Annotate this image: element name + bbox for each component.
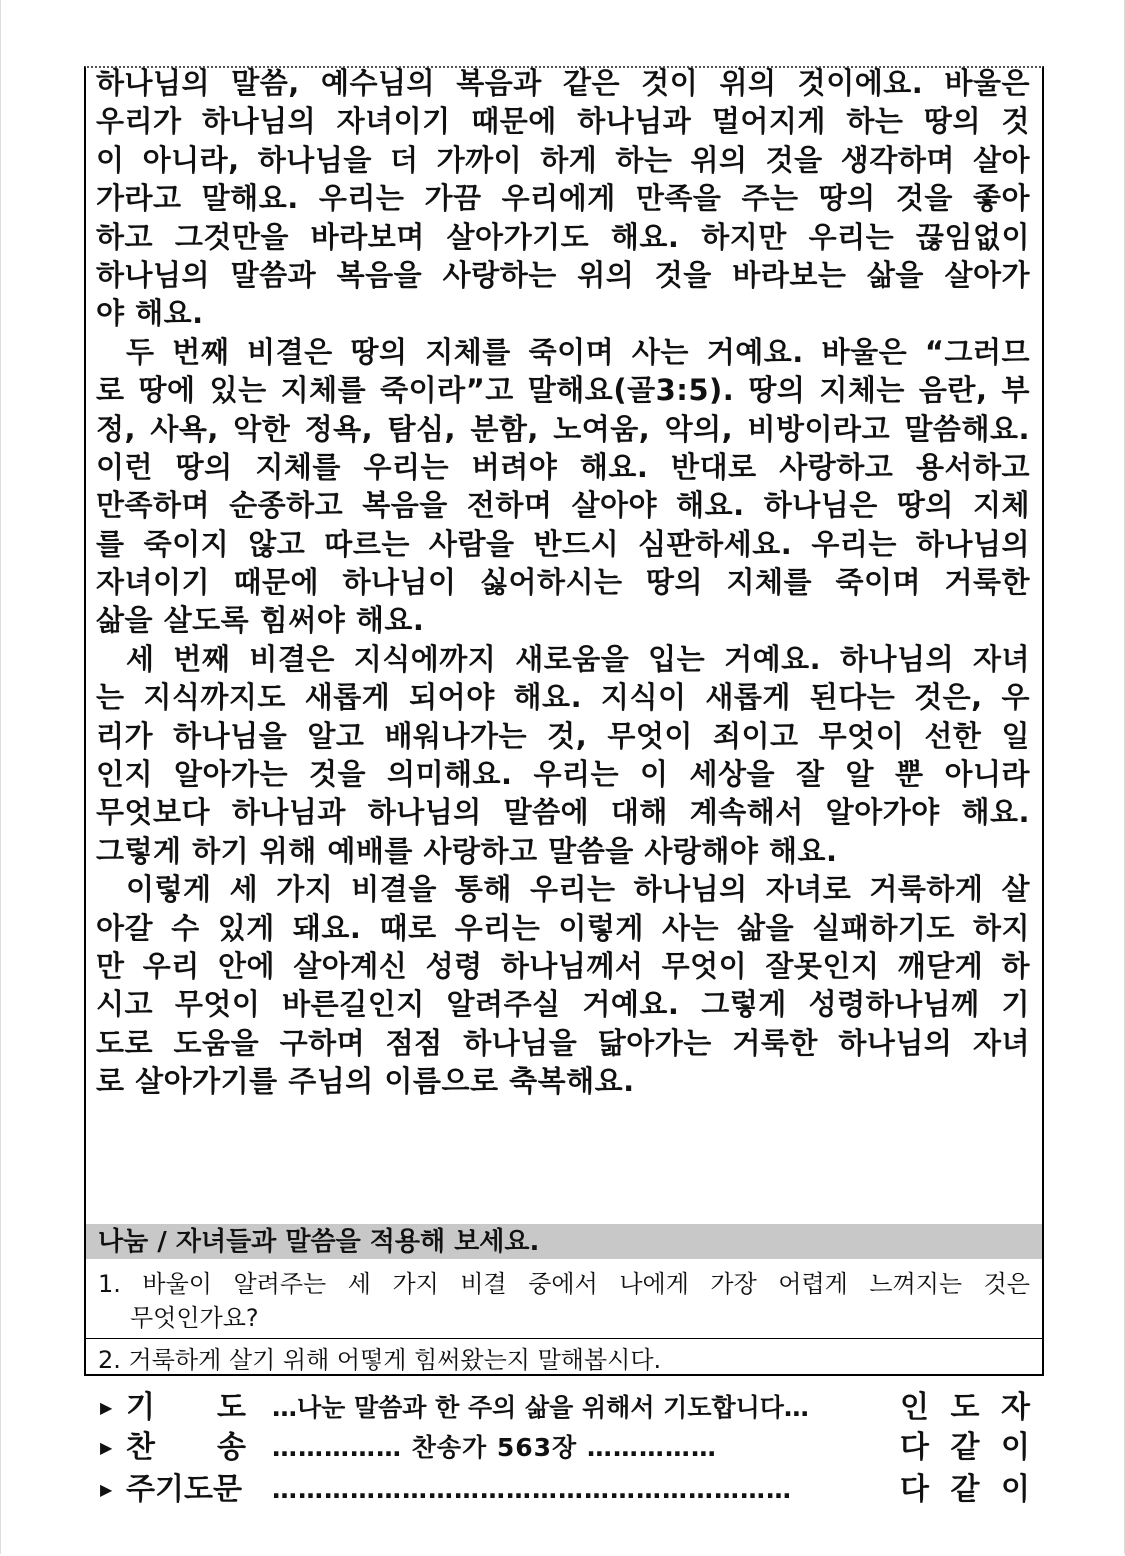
text-line: 야 해요.: [96, 296, 204, 331]
text-line: 우리가 하나님의 자녀이기 때문에 하나님과 멀어지게 하는 땅의 것: [96, 104, 1030, 139]
text-line: 두 번째 비결은 땅의 지체를 죽이며 사는 거예요. 바울은 “그러므: [126, 334, 1030, 369]
text-line: 정, 사욕, 악한 정욕, 탐심, 분함, 노여움, 악의, 비방이라고 말씀해요.: [96, 411, 1030, 446]
order-row-prayer: [100, 1386, 1030, 1430]
text-line: 로 땅에 있는 지체를 죽이라”고 말해요(골3:5). 땅의 지체는 음란, 부: [96, 373, 1030, 408]
divider: [86, 1338, 1042, 1339]
question-1: 1. 바울이 알려주는 세 가지 비결 중에서 나에게 가장 어렵게 느껴지는 것은: [98, 1270, 1030, 1298]
triangle-bullet-icon: ▶: [100, 1438, 113, 1457]
paragraph: [96, 333, 1030, 640]
text-line: 자녀이기 때문에 하나님이 싫어하시는 땅의 지체를 죽이며 거룩한: [96, 565, 1030, 600]
text-line: 이 아니라, 하나님을 더 가까이 하게 하는 위의 것을 생각하며 살아: [96, 142, 1030, 177]
order-description: …………… 찬송가 563장 ……………: [272, 1433, 717, 1462]
order-leader: 다 같 이: [900, 1430, 1030, 1465]
order-row-hymn: [100, 1426, 1030, 1470]
paragraph: [96, 640, 1030, 870]
question-2: 2. 거룩하게 살기 위해 어떻게 힘써왔는지 말해봅시다.: [98, 1346, 662, 1374]
text-line: 하나님의 말씀과 복음을 사랑하는 위의 것을 바라보는 삶을 살아가: [96, 257, 1030, 292]
text-line: 만족하며 순종하고 복음을 전하며 살아야 해요. 하나님은 땅의 지체: [96, 488, 1030, 523]
text-line: 무엇보다 하나님과 하나님의 말씀에 대해 계속해서 알아가야 해요.: [96, 795, 1030, 830]
text-line: 삶을 살도록 힘써야 해요.: [96, 603, 425, 638]
paragraph: [96, 870, 1030, 1100]
order-leader: 인 도 자: [900, 1390, 1030, 1425]
text-line: 이런 땅의 지체를 우리는 버려야 해요. 반대로 사랑하고 용서하고: [96, 449, 1030, 484]
text-line: 아갈 수 있게 돼요. 때로 우리는 이렇게 사는 삶을 실패하기도 하지: [96, 910, 1030, 945]
text-line: 리가 하나님을 알고 배워나가는 것, 무엇이 죄이고 무엇이 선한 일: [96, 718, 1030, 753]
order-label: 주기도문: [126, 1472, 242, 1507]
order-row-lords-prayer: [100, 1468, 1030, 1512]
paragraph: [96, 64, 1030, 333]
order-label: 기 도: [126, 1390, 246, 1425]
text-line: 세 번째 비결은 지식에까지 새로움을 입는 거예요. 하나님의 자녀: [126, 641, 1030, 676]
order-leader: 다 같 이: [900, 1472, 1030, 1507]
triangle-bullet-icon: ▶: [100, 1480, 113, 1499]
sermon-body: [96, 64, 1030, 1101]
question-1-continued: 무엇인가요?: [130, 1304, 259, 1332]
triangle-bullet-icon: ▶: [100, 1398, 113, 1417]
text-line: 인지 알아가는 것을 의미해요. 우리는 이 세상을 잘 알 뿐 아니라: [96, 757, 1030, 792]
sharing-title: 나눔 / 자녀들과 말씀을 적용해 보세요.: [98, 1227, 540, 1257]
order-description: …나눈 말씀과 한 주의 삶을 위해서 기도합니다…: [272, 1393, 809, 1422]
text-line: 도로 도움을 구하며 점점 하나님을 닮아가는 거룩한 하나님의 자녀: [96, 1025, 1030, 1060]
text-line: 를 죽이지 않고 따르는 사람을 반드시 심판하세요. 우리는 하나님의: [96, 526, 1030, 561]
text-line: 는 지식까지도 새롭게 되어야 해요. 지식이 새롭게 된다는 것은, 우: [96, 680, 1030, 715]
order-label: 찬 송: [126, 1430, 246, 1465]
text-line: 하고 그것만을 바라보며 살아가기도 해요. 하지만 우리는 끊임없이: [96, 219, 1030, 254]
text-line: 시고 무엇이 바른길인지 알려주실 거예요. 그렇게 성령하나님께 기: [96, 987, 1030, 1022]
text-line: 로 살아가기를 주님의 이름으로 축복해요.: [96, 1064, 635, 1099]
text-line: 그렇게 하기 위해 예배를 사랑하고 말씀을 사랑해야 해요.: [96, 833, 838, 868]
order-description: ……………………………………………………: [272, 1475, 792, 1504]
text-line: 만 우리 안에 살아계신 성령 하나님께서 무엇이 잘못인지 깨닫게 하: [96, 948, 1030, 983]
text-line: 하나님의 말씀, 예수님의 복음과 같은 것이 위의 것이에요. 바울은: [96, 66, 1030, 100]
text-line: 이렇게 세 가지 비결을 통해 우리는 하나님의 자녀로 거룩하게 살: [126, 872, 1030, 907]
text-line: 가라고 말해요. 우리는 가끔 우리에게 만족을 주는 땅의 것을 좋아: [96, 181, 1030, 216]
